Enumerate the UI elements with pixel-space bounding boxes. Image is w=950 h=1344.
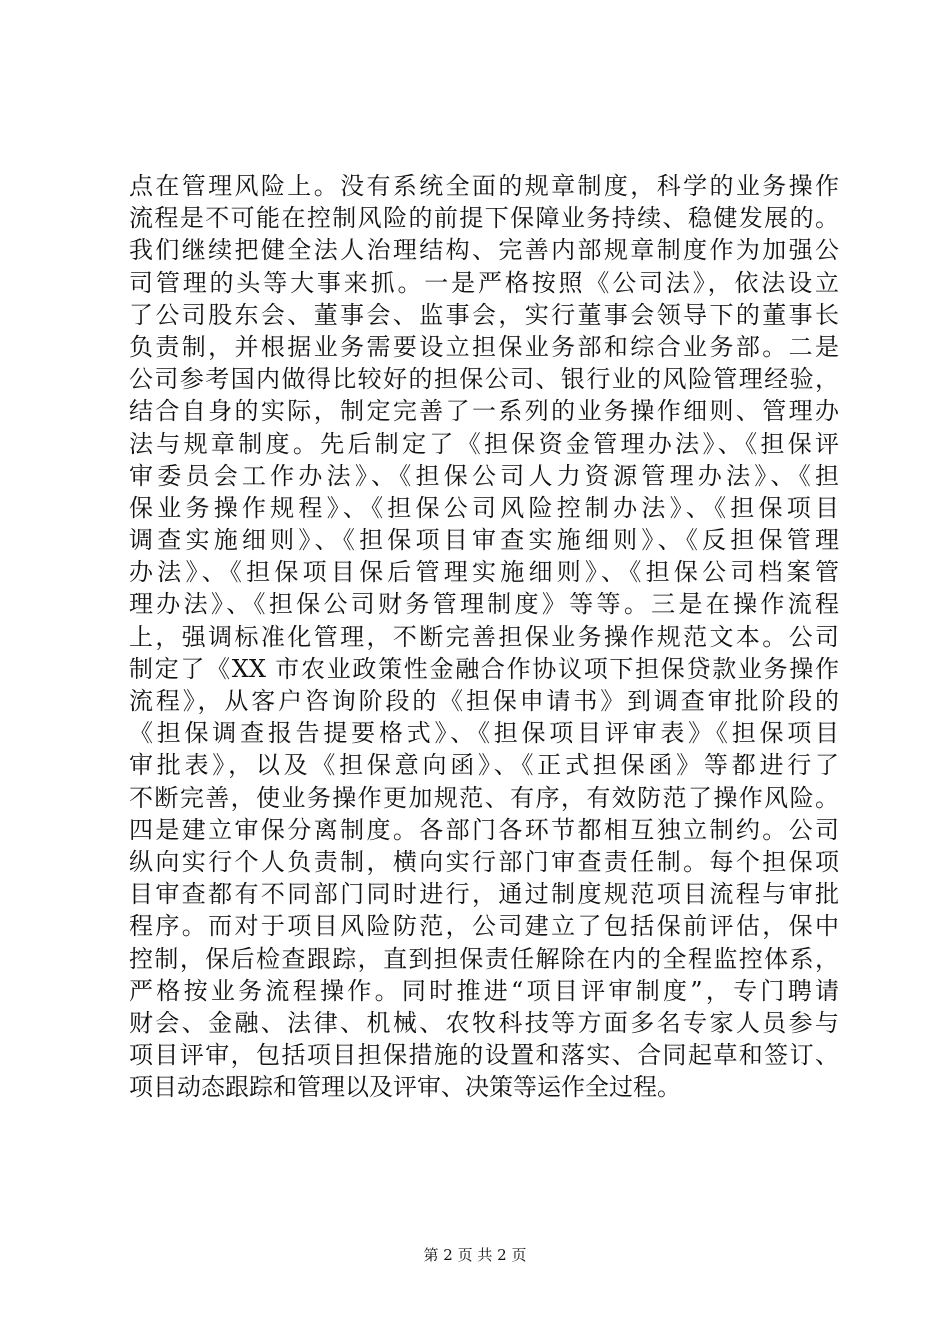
- text-line: 点在管理风险上。没有系统全面的规章制度，科学的业务操作: [129, 172, 839, 200]
- text-line: 程序。而对于项目风险防范，公司建立了包括保前评估，保中: [129, 912, 839, 941]
- text-line: 财会、金融、法律、机械、农牧科技等方面多名专家人员参与: [129, 1008, 839, 1037]
- text-line: 项目动态跟踪和管理以及评审、决策等运作全过程。: [129, 1073, 681, 1102]
- text-line: 了公司股东会、董事会、监事会，实行董事会领导下的董事长: [129, 300, 839, 329]
- text-line: 项目评审，包括项目担保措施的设置和落实、合同起草和签订、: [129, 1041, 839, 1070]
- text-line: 流程是不可能在控制风险的前提下保障业务持续、稳健发展的。: [129, 204, 839, 233]
- text-line: 控制，保后检查跟踪，直到担保责任解除在内的全程监控体系，: [129, 944, 839, 973]
- text-line: 我们继续把健全法人治理结构、完善内部规章制度作为加强公: [129, 236, 839, 265]
- text-line: 四是建立审保分离制度。各部门各环节都相互独立制约。公司: [129, 815, 839, 844]
- text-line: 《担保调查报告提要格式》、《担保项目评审表》《担保项目: [129, 719, 839, 748]
- text-line: 纵向实行个人负责制，横向实行部门审查责任制。每个担保项: [129, 847, 839, 876]
- text-line: 调查实施细则》、《担保项目审查实施细则》、《反担保管理: [129, 526, 839, 555]
- text-line: 办法》、《担保项目保后管理实施细则》、《担保公司档案管: [129, 558, 839, 587]
- text-line: 法与规章制度。先后制定了《担保资金管理办法》、《担保评: [129, 429, 839, 458]
- text-line: 审委员会工作办法》、《担保公司人力资源管理办法》、《担: [129, 461, 839, 490]
- text-line: 审批表》，以及《担保意向函》、《正式担保函》等都进行了: [129, 751, 839, 780]
- page-number-footer: 第 2 页 共 2 页: [423, 1246, 527, 1264]
- text-line: 结合自身的实际，制定完善了一系列的业务操作细则、管理办: [129, 397, 839, 426]
- text-line: 上，强调标准化管理，不断完善担保业务操作规范文本。公司: [129, 622, 839, 651]
- text-line: 制定了《XX 市农业政策性金融合作协议项下担保贷款业务操作: [129, 654, 839, 683]
- text-line: 负责制，并根据业务需要设立担保业务部和综合业务部。二是: [129, 332, 839, 361]
- text-line: 流程》，从客户咨询阶段的《担保申请书》到调查审批阶段的: [129, 687, 839, 715]
- text-line: 严格按业务流程操作。同时推进“项目评审制度”，专门聘请: [129, 976, 839, 1005]
- text-line: 公司参考国内做得比较好的担保公司、银行业的风险管理经验，: [129, 365, 839, 394]
- text-line: 目审查都有不同部门同时进行，通过制度规范项目流程与审批: [129, 880, 839, 909]
- body-paragraph: [129, 170, 839, 1103]
- text-line: 理办法》、《担保公司财务管理制度》等等。三是在操作流程: [129, 590, 839, 619]
- text-line: 不断完善，使业务操作更加规范、有序，有效防范了操作风险。: [129, 783, 839, 812]
- text-line: 司管理的头等大事来抓。一是严格按照《公司法》，依法设立: [129, 268, 839, 297]
- text-line: 保业务操作规程》、《担保公司风险控制办法》、《担保项目: [129, 493, 839, 522]
